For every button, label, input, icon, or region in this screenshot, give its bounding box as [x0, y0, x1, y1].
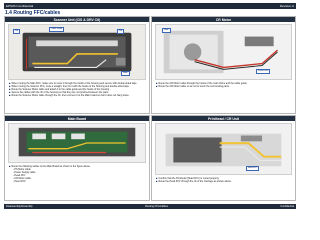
- footer-left-text: Disassembly/Assembly: [6, 205, 33, 208]
- page-footer: [4, 204, 296, 209]
- callout-head-ffc: Head FFC: [248, 167, 258, 169]
- note-item: ■Route the CR Motor cable so as not to touch the surrounding parts.: [156, 84, 230, 88]
- page-header: [4, 3, 296, 9]
- note-item: ■Route the Scanner Motor cable through the rib, then connect it to the Main board so that it does not hang loose.: [9, 93, 130, 97]
- notes-list: [9, 83, 145, 98]
- cable-list: [13, 169, 145, 184]
- cr-motor-photo: [155, 24, 292, 80]
- note-item: ■When routing the Scanner FFC, route it straight, then fix it with the hooks of the Housing and double-sided tape.: [9, 84, 130, 88]
- panel-printhead: [151, 115, 296, 201]
- panel-cr-motor: [151, 16, 296, 114]
- note-item: ■Route the CR Motor cable through the hooks of the main frame and the cable guide.: [156, 82, 248, 85]
- callout-ferrite-core: Ferrite core: [258, 70, 269, 72]
- note-item: ■Confirm that the Printhead (Head FFC) is routed properly.: [156, 177, 220, 180]
- list-item: –Power Supply cable: [13, 170, 36, 174]
- note-item: ■Route the Scanner Motor cable and attach it to the cable guide and the hooks of the housing.: [9, 87, 110, 91]
- list-item: –CR Motor cable: [13, 176, 31, 180]
- footer-right-text: Confidential: [280, 205, 294, 208]
- header-right-text: Revision A: [279, 4, 294, 8]
- panel-scanner-unit: [4, 16, 150, 114]
- notes-list: [156, 83, 291, 89]
- list-item: –Panel FFC: [13, 179, 26, 183]
- panel-heading: Scanner Unit (CIS & DRV Ctl): [5, 17, 149, 22]
- callout-rib: Rib: [119, 30, 123, 32]
- callout-cable-guide: Cable Guide: [51, 28, 63, 30]
- panel-heading: Main Board: [5, 116, 149, 121]
- panel-main-board: [4, 115, 150, 201]
- note-item: ■When routing the Main FFC, make sure to route it through the hooks of the housing and secure with double-sided tape.: [9, 82, 138, 85]
- header-left-text: EPSON Confidential: [6, 4, 34, 8]
- note-item: ■Route the following cables to the Main Board as shown in the figure above.: [9, 165, 91, 168]
- list-item: –Head FFC: [13, 173, 26, 177]
- notes-list: [156, 178, 291, 184]
- callout-rib: Rib: [15, 30, 19, 32]
- callout-hook: Hook: [123, 72, 128, 74]
- panel-heading: Printhead / CR Unit: [152, 116, 295, 121]
- panel-heading: CR Motor: [152, 17, 295, 22]
- page-title: 1.4 Routing FFC/cables: [5, 10, 61, 16]
- note-item: ■Route the Head FFC through the rib of the Carriage as shown above.: [156, 179, 232, 183]
- list-item: –PS Motor cable: [13, 167, 31, 171]
- note-item: ■Secure the cables with the rib of the housing so that they are not pinched between the parts.: [9, 90, 110, 94]
- main-board-photo: [8, 123, 146, 163]
- printhead-photo: [155, 123, 292, 175]
- scanner-unit-photo: [8, 24, 146, 80]
- notes-list: [9, 166, 145, 183]
- footer-center-text: Routing FFC/cables: [145, 205, 168, 208]
- callout-hook: Hook: [164, 29, 169, 31]
